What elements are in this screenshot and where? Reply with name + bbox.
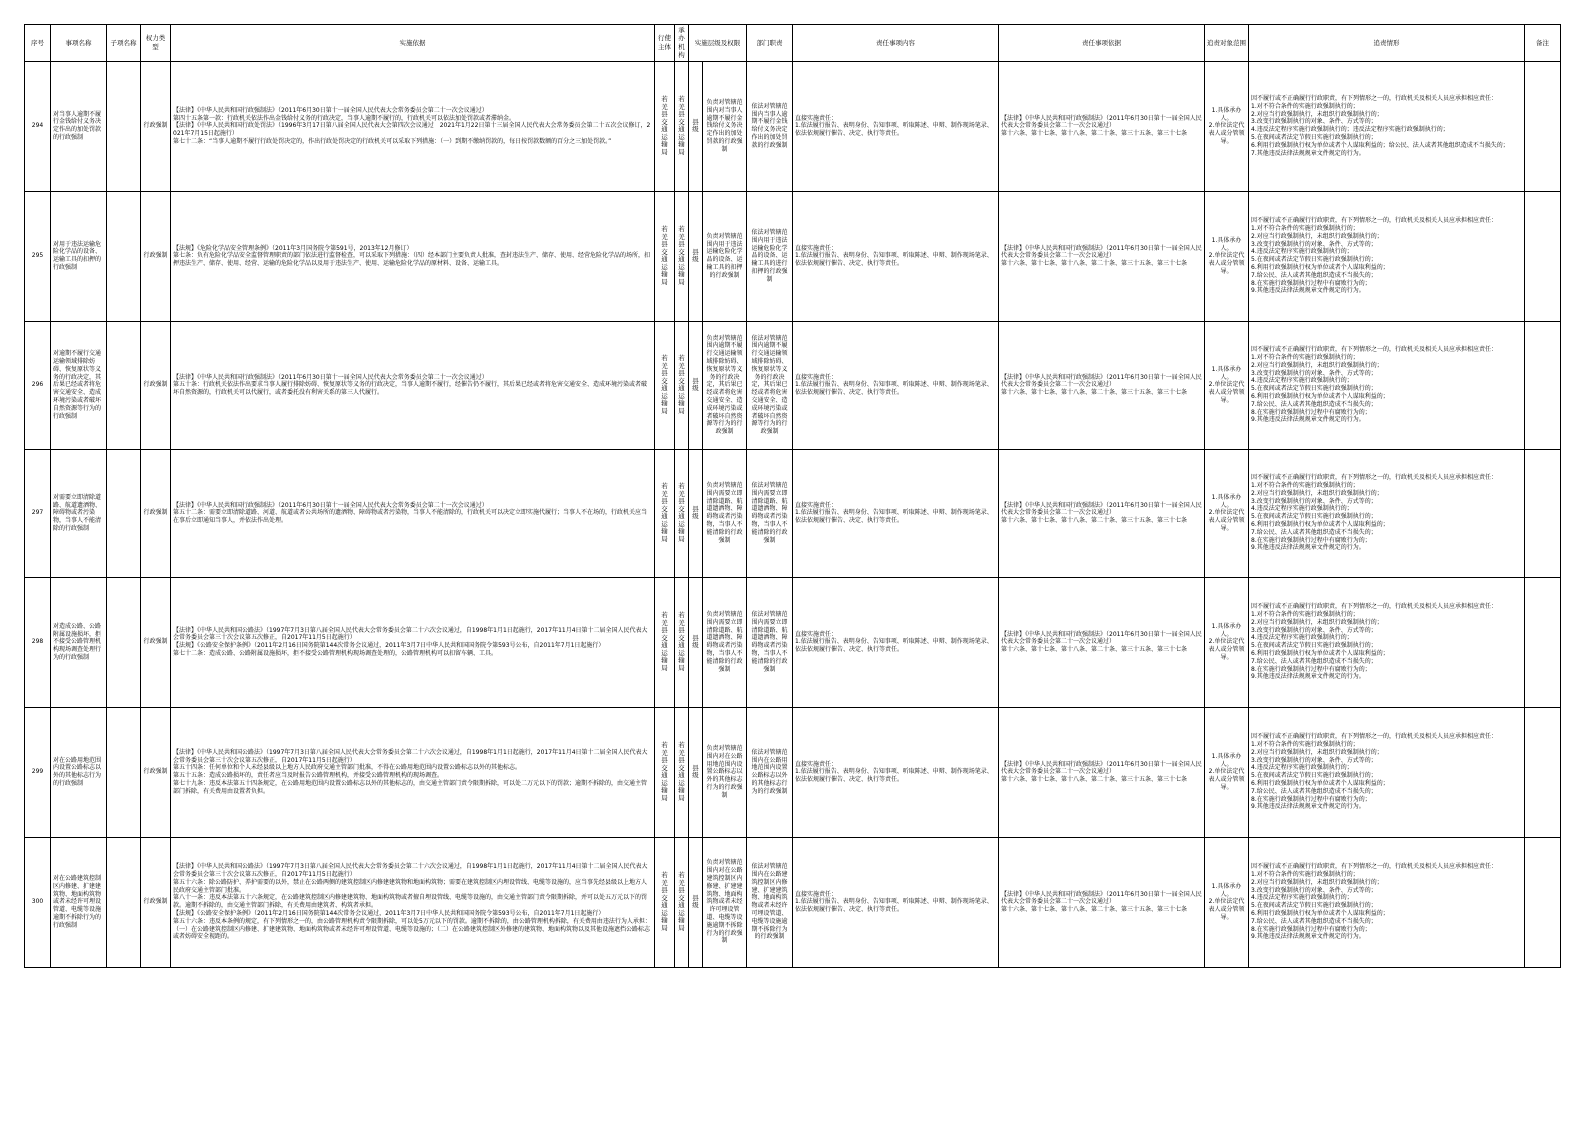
cell-remark bbox=[1525, 707, 1561, 837]
level-text: 县级 bbox=[692, 763, 699, 780]
cell-resp-basis: 【法律】《中华人民共和国行政强制法》（2011年6月30日第十一届全国人民代表大会常务委员会第二十一次会议通过） 第十六条、第十七条、第十八条、第二十条、第三十五条、第三十七条 bbox=[999, 449, 1205, 577]
col-header-handler: 承办机构 bbox=[675, 25, 689, 62]
cell-resp-basis: 【法律】《中华人民共和国行政强制法》（2011年6月30日第十一届全国人民代表大会常务委员会第二十一次会议通过） 第十六条、第十七条、第十八条、第二十条、第三十五条、第三十七条 bbox=[999, 577, 1205, 707]
cell-item-name: 对需要立即清除道路、航道遗洒物、障碍物或者污染物，当事人不能清除的行政强制 bbox=[51, 449, 107, 577]
cell-level-detail: 负责对管辖范围内对当事人逾期不履行金钱给付义务决定作出的加处罚款的行政强制 bbox=[703, 61, 747, 191]
cell-situation: 因不履行或不正确履行行政职责，有下列情形之一的，行政机关及相关人员应承担相应责任： 1.对不符合条件的实施行政强制执行的； 2.对应当行政强制执行，未组织行政强制执行的； 3.改变行政强制执行的对象、条件、方式等的； 4.违反法定程序实施行政强制执行的； 5.在夜间或者法定节假日实施行政强制执行的； 6.利用行政强制执行权为单位或者个人谋取利益的； 7.给公民、法人或者其他组织造成不当损失的； 8.在实施行政强制执行过程中有腐败行为的； 9.其他违反法律法规规章文件规定的行为。 bbox=[1249, 577, 1525, 707]
handler-text: 若羌县交通运输局 bbox=[678, 225, 685, 286]
cell-target: 1.具体承办人。 2.单位法定代表人或分管领导。 bbox=[1205, 449, 1249, 577]
subject-text: 若羌县交通运输局 bbox=[661, 354, 668, 415]
level-text: 县级 bbox=[692, 117, 699, 134]
handler-text: 若羌县交通运输局 bbox=[678, 741, 685, 802]
cell-sub-item bbox=[107, 577, 141, 707]
cell-level bbox=[689, 449, 703, 577]
cell-subject bbox=[655, 449, 675, 577]
cell-resp-basis: 【法律】《中华人民共和国行政强制法》（2011年6月30日第十一届全国人民代表大会常务委员会第二十一次会议通过） 第十六条、第十七条、第十八条、第二十条、第三十五条、第三十七条 bbox=[999, 707, 1205, 837]
col-header-sub-item: 子项名称 bbox=[107, 25, 141, 62]
cell-level-detail: 负责对管辖范围内对在公路建筑控制区内修建、扩建建筑物、地面构筑物或者未经许可埋设管道、电缆等设施逾期不拆除行为的行政强制 bbox=[703, 837, 747, 967]
cell-target: 1.具体承办人。 2.单位法定代表人或分管领导。 bbox=[1205, 191, 1249, 321]
cell-seq: 300 bbox=[25, 837, 51, 967]
level-text: 县级 bbox=[692, 633, 699, 650]
cell-situation: 因不履行或不正确履行行政职责，有下列情形之一的，行政机关及相关人员应承担相应责任： 1.对不符合条件的实施行政强制执行的； 2.对应当行政强制执行，未组织行政强制执行的； 3.改变行政强制执行的对象、条件、方式等的； 4.违反法定程序实施行政强制执行的； 5.在夜间或者法定节假日实施行政强制执行的； 6.利用行政强制执行权为单位或者个人谋取利益的； 7.给公民、法人或者其他组织造成不当损失的； 8.在实施行政强制执行过程中有腐败行为的； 9.其他违反法律法规规章文件规定的行为。 bbox=[1249, 837, 1525, 967]
cell-sub-item bbox=[107, 449, 141, 577]
cell-target: 1.具体承办人。 2.单位法定代表人或分管领导。 bbox=[1205, 707, 1249, 837]
level-text: 县级 bbox=[692, 504, 699, 521]
cell-remark bbox=[1525, 837, 1561, 967]
cell-handler bbox=[675, 577, 689, 707]
table-row bbox=[25, 191, 1561, 321]
cell-duty: 依法对管辖范围内需要立即清除道路、航道遗洒物、障碍物或者污染物，当事人不能清除的行政强制 bbox=[747, 577, 793, 707]
cell-seq: 294 bbox=[25, 61, 51, 191]
table-body bbox=[25, 61, 1561, 967]
cell-remark bbox=[1525, 449, 1561, 577]
cell-target: 1.具体承办人。 2.单位法定代表人或分管领导。 bbox=[1205, 321, 1249, 449]
header-row bbox=[25, 25, 1561, 62]
cell-resp-content: 直接实施责任： 1.依法履行报告、表明身份、告知事项、听取陈述、申辩、制作现场笔录、依法依规履行催告、决定、执行等责任。 bbox=[793, 707, 999, 837]
subject-text: 若羌县交通运输局 bbox=[661, 225, 668, 286]
cell-power-type: 行政强制 bbox=[141, 837, 171, 967]
handler-text: 若羌县交通运输局 bbox=[678, 95, 685, 156]
cell-situation: 因不履行或不正确履行行政职责，有下列情形之一的，行政机关及相关人员应承担相应责任： 1.对不符合条件的实施行政强制执行的； 2.对应当行政强制执行，未组织行政强制执行的； 3.改变行政强制执行的对象、条件、方式等的； 4.违反法定程序实施行政强制执行的； 5.在夜间或者法定节假日实施行政强制执行的； 6.利用行政强制执行权为单位或者个人谋取利益的； 7.给公民、法人或者其他组织造成不当损失的； 8.在实施行政强制执行过程中有腐败行为的； 9.其他违反法律法规规章文件规定的行为。 bbox=[1249, 449, 1525, 577]
handler-text: 若羌县交通运输局 bbox=[678, 871, 685, 932]
handler-text: 若羌县交通运输局 bbox=[678, 482, 685, 543]
cell-target: 1.具体承办人。 2.单位法定代表人或分管领导。 bbox=[1205, 577, 1249, 707]
cell-level-detail: 负责对管辖范围内逾期不履行交通运输领域排除妨碍、恢复原状等义务的行政决定，其后果已经或者将危害交通安全、造成环境污染或者破坏自然资源等行为的行政强制 bbox=[703, 321, 747, 449]
cell-target: 1.具体承办人。 2.单位法定代表人或分管领导。 bbox=[1205, 61, 1249, 191]
cell-power-type: 行政强制 bbox=[141, 707, 171, 837]
cell-level-detail: 负责对管辖范围内需要立即清除道路、航道遗洒物、障碍物或者污染物，当事人不能清除的行政强制 bbox=[703, 577, 747, 707]
cell-duty: 依法对管辖范围内在公路用地范围内设置公路标志以外的其他标志行为的行政强制 bbox=[747, 707, 793, 837]
cell-seq: 297 bbox=[25, 449, 51, 577]
cell-duty: 依法对管辖范围内需要立即清除道路、航道遗洒物、障碍物或者污染物，当事人不能清除的行政强制 bbox=[747, 449, 793, 577]
table-header bbox=[25, 25, 1561, 62]
cell-duty: 依法对管辖范围内在公路建筑控制区内修建、扩建建筑物、地面构筑物或者未经许可埋设管道、电缆等设施逾期不拆除行为的行政强制 bbox=[747, 837, 793, 967]
handler-text: 若羌县交通运输局 bbox=[678, 611, 685, 672]
cell-level bbox=[689, 191, 703, 321]
cell-duty: 依法对管辖范围内逾期不履行交通运输领域排除妨碍、恢复原状等义务的行政决定，其后果已经或者将危害交通安全、造成环境污染或者破坏自然资源等行为的行政强制 bbox=[747, 321, 793, 449]
cell-subject bbox=[655, 191, 675, 321]
cell-handler bbox=[675, 191, 689, 321]
col-header-item-name: 事项名称 bbox=[51, 25, 107, 62]
cell-basis: 【法律】《中华人民共和国行政强制法》（2011年6月30日第十一届全国人民代表大会常务委员会第二十一次会议通过） 第五十二条：需要立即清除道路、河道、航道或者公共场所的遗洒物、障碍物或者污染物，当事人不能清除的，行政机关可以决定立即实施代履行；当事人不在场的，行政机关应当在事后立即通知当事人，并依法作出处理。 bbox=[171, 449, 655, 577]
cell-sub-item bbox=[107, 191, 141, 321]
cell-basis: 【法律】《中华人民共和国行政强制法》（2011年6月30日第十一届全国人民代表大会常务委员会第二十一次会议通过） 第四十五条第一款：行政机关依法作出金钱给付义务的行政决定，当事人逾期不履行的，行政机关可以依法加处罚款或者滞纳金。 【法律】《中华人民共和国行政处罚法》（1996年3月17日第八届全国人民代表大会第四次会议通过 2021年1月22日第十三届全国人民代表大会常务委员会第二十五次会议修订，2021年7月15日起施行） 第七十二条：“当事人逾期不履行行政处罚决定的，作出行政处罚决定的行政机关可以采取下列措施：（一）到期不缴纳罚款的，每日按罚款数额的百分之三加处罚款。” bbox=[171, 61, 655, 191]
cell-level-detail: 负责对管辖范围内需要立即清除道路、航道遗洒物、障碍物或者污染物，当事人不能清除的行政强制 bbox=[703, 449, 747, 577]
cell-basis: 【法律】《中华人民共和国公路法》（1997年7月3日第八届全国人民代表大会常务委员会第二十六次会议通过，自1998年1月1日起施行，2017年11月4日第十二届全国人民代表大会常务委员会第三十次会议第五次修正，自2017年11月5日起施行） 第五十六条：除公路防护、养护需要的以外，禁止在公路两侧的建筑控制区内修建建筑物和地面构筑物；需要在建筑控制区内埋设管线、电缆等设施的，应当事先经县级以上地方人民政府交通主管部门批准。 第八十一条：违反本法第五十六条规定，在公路建筑控制区内修建建筑物、地面构筑物或者擅自埋设管线、电缆等设施的，由交通主管部门责令限期拆除，并可以处五万元以下的罚款。逾期不拆除的，由交通主管部门拆除，有关费用由建筑者、构筑者承担。 【法规】《公路安全保护条例》（2011年2月16日国务院第144次常务会议通过，2011年3月7日中华人民共和国国务院令第593号公布，自2011年7月1日起施行） 第五十六条：违反本条例的规定，有下列情形之一的，由公路管理机构责令限期拆除，可以处5万元以下的罚款。逾期不拆除的，由公路管理机构拆除，有关费用由违法行为人承担：（一）在公路建筑控制区内修建、扩建建筑物、地面构筑物或者未经许可埋设管道、电缆等设施的；（二）在公路建筑控制区外修建的建筑物、地面构筑物以及其他设施遮挡公路标志或者妨碍安全视距的。 bbox=[171, 837, 655, 967]
cell-item-name: 对造成公路、公路附属设施损坏，拒不接受公路管理机构现场调查处理行为的行政强制 bbox=[51, 577, 107, 707]
cell-handler bbox=[675, 837, 689, 967]
cell-basis: 【法律】《中华人民共和国公路法》（1997年7月3日第八届全国人民代表大会常务委员会第二十六次会议通过，自1998年1月1日起施行，2017年11月4日第十二届全国人民代表大会常务委员会第三十次会议第五次修正，自2017年11月5日起施行） 第五十四条：任何单位和个人未经县级以上地方人民政府交通主管部门批准，不得在公路用地范围内设置公路标志以外的其他标志。 第五十五条：造成公路损坏的，责任者应当及时报告公路管理机构，并接受公路管理机构的现场调查。 第七十九条：违反本法第五十四条规定，在公路用地范围内设置公路标志以外的其他标志的，由交通主管部门责令限期拆除，可以处二万元以下的罚款；逾期不拆除的，由交通主管部门拆除，有关费用由设置者负担。 bbox=[171, 707, 655, 837]
cell-item-name: 对在公路用地范围内设置公路标志以外的其他标志行为的行政强制 bbox=[51, 707, 107, 837]
cell-item-name: 对用于违法运输危险化学品的设备、运输工具的扣押的行政强制 bbox=[51, 191, 107, 321]
handler-text: 若羌县交通运输局 bbox=[678, 354, 685, 415]
col-header-situation: 追责情形 bbox=[1249, 25, 1525, 62]
table-row bbox=[25, 61, 1561, 191]
cell-situation: 因不履行或不正确履行行政职责，有下列情形之一的，行政机关及相关人员应承担相应责任： 1.对不符合条件的实施行政强制执行的； 2.对应当行政强制执行，未组织行政强制执行的； 3.改变行政强制执行的对象、条件、方式等的； 4.违反法定程序实施行政强制执行的；违反法定程序实施行政强制执行的； 5.在夜间或者法定节假日实施行政强制执行的； 6.利用行政强制执行权为单位或者个人谋取利益的；给公民、法人或者其他组织造成不当损失的； 7.其他违反法律法规规章文件规定的行为。 bbox=[1249, 61, 1525, 191]
cell-situation: 因不履行或不正确履行行政职责，有下列情形之一的，行政机关及相关人员应承担相应责任： 1.对不符合条件的实施行政强制执行的； 2.对应当行政强制执行，未组织行政强制执行的； 3.改变行政强制执行的对象、条件、方式等的； 4.违反法定程序实施行政强制执行的； 5.在夜间或者法定节假日实施行政强制执行的； 6.利用行政强制执行权为单位或者个人谋取利益的； 7.给公民、法人或者其他组织造成不当损失的； 8.在实施行政强制执行过程中有腐败行为的； 9.其他违反法律法规规章文件规定的行为。 bbox=[1249, 191, 1525, 321]
cell-remark bbox=[1525, 61, 1561, 191]
cell-item-name: 对在公路建筑控制区内修建、扩建建筑物、地面构筑物或者未经许可埋设管道、电缆等设施逾期不拆除行为的行政强制 bbox=[51, 837, 107, 967]
cell-handler bbox=[675, 321, 689, 449]
cell-resp-content: 直接实施责任： 1.依法履行报告、表明身份、告知事项、听取陈述、申辩、制作现场笔录、依法依规履行催告、决定、执行等责任。 bbox=[793, 321, 999, 449]
cell-duty: 依法对管辖范围内当事人逾期不履行金钱给付义务决定作出的加处罚款的行政强制 bbox=[747, 61, 793, 191]
cell-subject bbox=[655, 837, 675, 967]
subject-text: 若羌县交通运输局 bbox=[661, 95, 668, 156]
level-text: 县级 bbox=[692, 247, 699, 264]
cell-basis: 【法律】《中华人民共和国行政强制法》（2011年6月30日第十一届全国人民代表大会常务委员会第二十一次会议通过） 第五十条：行政机关依法作出要求当事人履行排除妨碍、恢复原状等义务的行政决定，当事人逾期不履行，经催告仍不履行，其后果已经或者将危害交通安全、造成环境污染或者破坏自然资源的，行政机关可以代履行，或者委托没有利害关系的第三人代履行。 bbox=[171, 321, 655, 449]
cell-resp-basis: 【法律】《中华人民共和国行政强制法》（2011年6月30日第十一届全国人民代表大会常务委员会第二十一次会议通过） 第十六条、第十七条、第十八条、第二十条、第三十五条、第三十七条 bbox=[999, 321, 1205, 449]
cell-seq: 295 bbox=[25, 191, 51, 321]
cell-sub-item bbox=[107, 61, 141, 191]
cell-subject bbox=[655, 61, 675, 191]
cell-subject bbox=[655, 577, 675, 707]
cell-level-detail: 负责对管辖范围内对在公路用地范围内设置公路标志以外的其他标志行为的行政强制 bbox=[703, 707, 747, 837]
cell-resp-content: 直接实施责任： 1.依法履行报告、表明身份、告知事项、听取陈述、申辩、制作现场笔录、依法依规履行催告、决定、执行等责任。 bbox=[793, 449, 999, 577]
cell-resp-content: 直接实施责任： 1.依法履行报告、表明身份、告知事项、听取陈述、申辩、制作现场笔录、依法依规履行催告、决定、执行等责任。 bbox=[793, 61, 999, 191]
col-header-resp-basis: 责任事项依据 bbox=[999, 25, 1205, 62]
cell-subject bbox=[655, 707, 675, 837]
table-row bbox=[25, 449, 1561, 577]
cell-subject bbox=[655, 321, 675, 449]
cell-resp-content: 直接实施责任： 1.依法履行报告、表明身份、告知事项、听取陈述、申辩、制作现场笔录、依法依规履行催告、决定、执行等责任。 bbox=[793, 191, 999, 321]
cell-resp-content: 直接实施责任： 1.依法履行报告、表明身份、告知事项、听取陈述、申辩、制作现场笔录、依法依规履行催告、决定、执行等责任。 bbox=[793, 577, 999, 707]
subject-text: 若羌县交通运输局 bbox=[661, 741, 668, 802]
cell-sub-item bbox=[107, 707, 141, 837]
cell-power-type: 行政强制 bbox=[141, 577, 171, 707]
cell-handler bbox=[675, 449, 689, 577]
subject-text: 若羌县交通运输局 bbox=[661, 611, 668, 672]
cell-seq: 299 bbox=[25, 707, 51, 837]
col-header-target: 追责对象范围 bbox=[1205, 25, 1249, 62]
cell-level bbox=[689, 707, 703, 837]
cell-target: 1.具体承办人。 2.单位法定代表人或分管领导。 bbox=[1205, 837, 1249, 967]
cell-basis: 【法律】《中华人民共和国公路法》（1997年7月3日第八届全国人民代表大会常务委员会第二十六次会议通过，自1998年1月1日起施行，2017年11月4日第十二届全国人民代表大会常务委员会第三十次会议第五次修正，自2017年11月5日起施行） 【法规】《公路安全保护条例》（2011年2月16日国务院第144次常务会议通过，2011年3月7日中华人民共和国国务院令第593号公布，自2011年7月1日起施行） 第七十二条：造成公路、公路附属设施损坏，拒不接受公路管理机构现场调查处理的，公路管理机构可以扣留车辆、工具。 bbox=[171, 577, 655, 707]
col-header-power-type: 权力类型 bbox=[141, 25, 171, 62]
level-text: 县级 bbox=[692, 376, 699, 393]
cell-item-name: 对当事人逾期不履行金钱给付义务决定作出的加处罚款的行政强制 bbox=[51, 61, 107, 191]
cell-power-type: 行政强制 bbox=[141, 449, 171, 577]
cell-resp-basis: 【法律】《中华人民共和国行政强制法》（2011年6月30日第十一届全国人民代表大会常务委员会第二十一次会议通过） 第十六条、第十七条、第十八条、第二十条、第三十五条、第三十七条 bbox=[999, 61, 1205, 191]
col-header-remark: 备注 bbox=[1525, 25, 1561, 62]
cell-resp-content: 直接实施责任： 1.依法履行报告、表明身份、告知事项、听取陈述、申辩、制作现场笔录、依法依规履行催告、决定、执行等责任。 bbox=[793, 837, 999, 967]
cell-level bbox=[689, 61, 703, 191]
cell-remark bbox=[1525, 321, 1561, 449]
cell-power-type: 行政强制 bbox=[141, 321, 171, 449]
cell-level-detail: 负责对管辖范围内用于违法运输危险化学品的设备、运输工具的扣押的行政强制 bbox=[703, 191, 747, 321]
cell-item-name: 对逾期不履行交通运输领域排除妨碍、恢复原状等义务的行政决定，其后果已经或者将危害交通安全、造成环境污染或者破坏自然资源等行为的行政强制 bbox=[51, 321, 107, 449]
cell-resp-basis: 【法律】《中华人民共和国行政强制法》（2011年6月30日第十一届全国人民代表大会常务委员会第二十一次会议通过） 第十六条、第十七条、第十八条、第二十条、第三十五条、第三十七条 bbox=[999, 191, 1205, 321]
subject-text: 若羌县交通运输局 bbox=[661, 871, 668, 932]
cell-remark bbox=[1525, 191, 1561, 321]
cell-resp-basis: 【法律】《中华人民共和国行政强制法》（2011年6月30日第十一届全国人民代表大会常务委员会第二十一次会议通过） 第十六条、第十七条、第十八条、第二十条、第三十五条、第三十七条 bbox=[999, 837, 1205, 967]
cell-power-type: 行政强制 bbox=[141, 61, 171, 191]
cell-sub-item bbox=[107, 321, 141, 449]
power-list-table bbox=[24, 24, 1561, 968]
cell-seq: 296 bbox=[25, 321, 51, 449]
col-header-resp-content: 责任事项内容 bbox=[793, 25, 999, 62]
cell-duty: 依法对管辖范围内用于违法运输危险化学品的设备、运输工具的进行扣押的行政强制 bbox=[747, 191, 793, 321]
table-row bbox=[25, 321, 1561, 449]
col-header-duty: 部门职责 bbox=[747, 25, 793, 62]
col-header-level: 实施层级及权限 bbox=[689, 25, 747, 62]
level-text: 县级 bbox=[692, 893, 699, 910]
subject-text: 若羌县交通运输局 bbox=[661, 482, 668, 543]
cell-level bbox=[689, 321, 703, 449]
table-row bbox=[25, 707, 1561, 837]
cell-level bbox=[689, 837, 703, 967]
col-header-seq: 序号 bbox=[25, 25, 51, 62]
cell-basis: 【法规】《危险化学品安全管理条例》（2011年3月国务院令第591号，2013年12月修订） 第七条：负有危险化学品安全监督管理职责的部门依法进行监督检查，可以采取下列措施：（四）经本部门主要负责人批准，查封违法生产、储存、使用、经营危险化学品的场所，扣押违法生产、储存、使用、经营、运输的危险化学品以及用于违法生产、使用、运输危险化学品的原材料、设备、运输工具。 bbox=[171, 191, 655, 321]
col-header-subject: 行使主体 bbox=[655, 25, 675, 62]
cell-level bbox=[689, 577, 703, 707]
cell-situation: 因不履行或不正确履行行政职责，有下列情形之一的，行政机关及相关人员应承担相应责任： 1.对不符合条件的实施行政强制执行的； 2.对应当行政强制执行，未组织行政强制执行的； 3.改变行政强制执行的对象、条件、方式等的； 4.违反法定程序实施行政强制执行的； 5.在夜间或者法定节假日实施行政强制执行的； 6.利用行政强制执行权为单位或者个人谋取利益的； 7.给公民、法人或者其他组织造成不当损失的； 8.在实施行政强制执行过程中有腐败行为的； 9.其他违反法律法规规章文件规定的行为。 bbox=[1249, 707, 1525, 837]
cell-handler bbox=[675, 707, 689, 837]
table-row bbox=[25, 577, 1561, 707]
cell-handler bbox=[675, 61, 689, 191]
cell-situation: 因不履行或不正确履行行政职责，有下列情形之一的，行政机关及相关人员应承担相应责任： 1.对不符合条件的实施行政强制执行的； 2.对应当行政强制执行，未组织行政强制执行的； 3.改变行政强制执行的对象、条件、方式等的； 4.违反法定程序实施行政强制执行的； 5.在夜间或者法定节假日实施行政强制执行的； 6.利用行政强制执行权为单位或者个人谋取利益的； 7.给公民、法人或者其他组织造成不当损失的； 8.在实施行政强制执行过程中有腐败行为的； 9.其他违反法律法规规章文件规定的行为。 bbox=[1249, 321, 1525, 449]
table-row bbox=[25, 837, 1561, 967]
cell-power-type: 行政强制 bbox=[141, 191, 171, 321]
cell-seq: 298 bbox=[25, 577, 51, 707]
cell-sub-item bbox=[107, 837, 141, 967]
cell-remark bbox=[1525, 577, 1561, 707]
col-header-basis: 实施依据 bbox=[171, 25, 655, 62]
